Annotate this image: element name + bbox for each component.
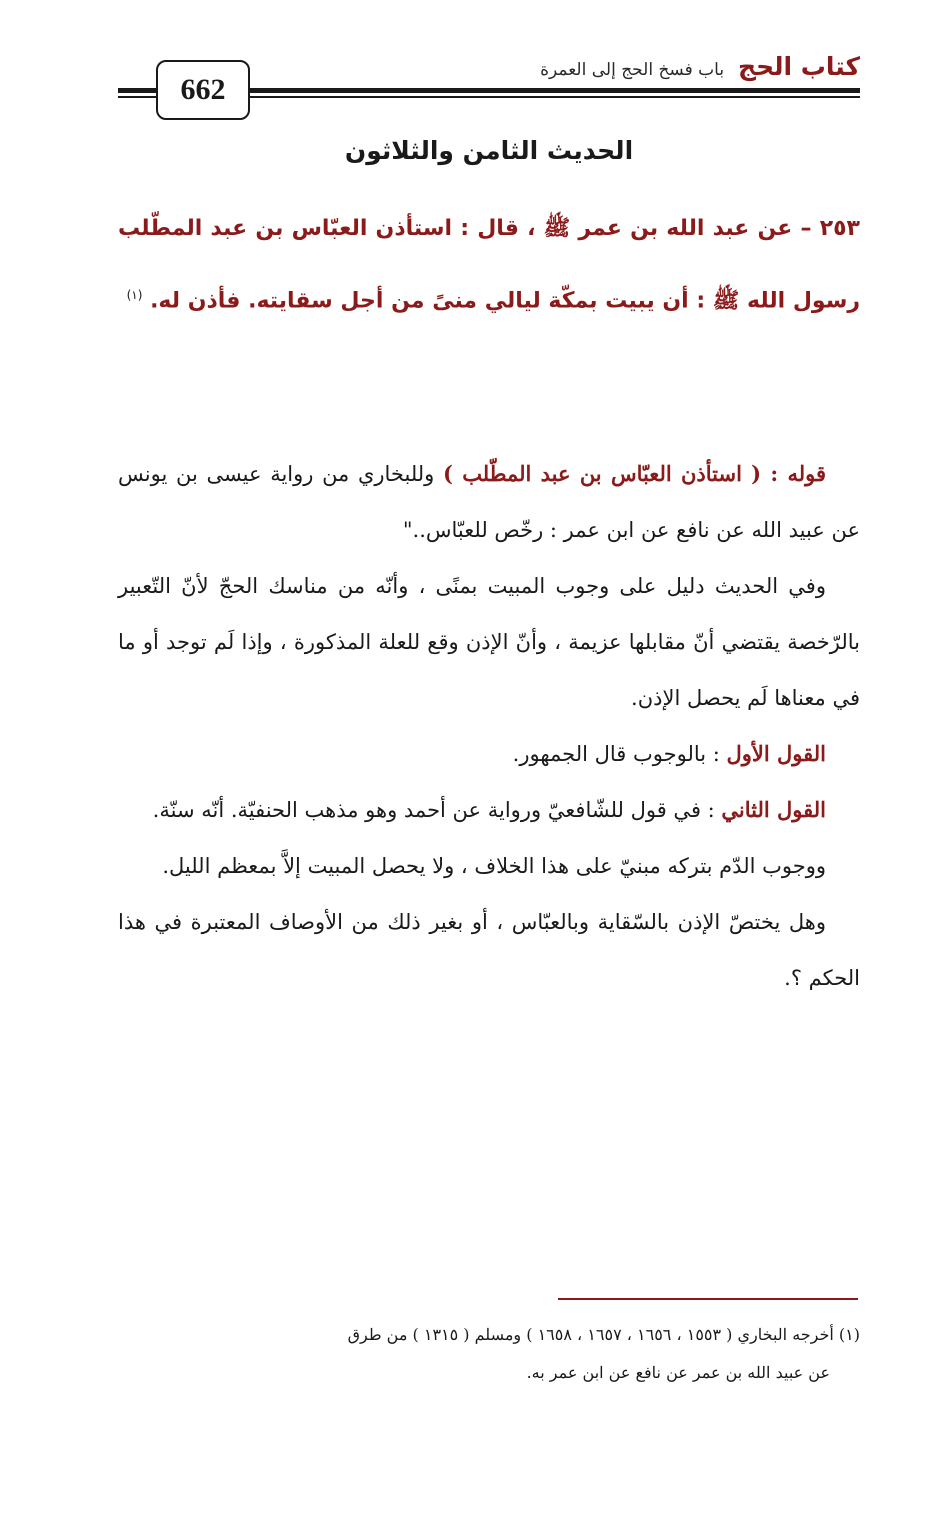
paragraph-text: : بالوجوب قال الجمهور. (512, 742, 727, 766)
footnote-line-2: عن عبيد الله بن عمر عن نافع عن ابن عمر به. (526, 1363, 830, 1382)
chapter-title: باب فسخ الحج إلى العمرة (540, 60, 725, 80)
running-head (540, 52, 860, 81)
commentary-paragraph-5: ووجوب الدّم بتركه مبنيّ على هذا الخلاف ، ولا يحصل المبيت إلاَّ بمعظم الليل. (162, 854, 826, 878)
hadith-heading: الحديث الثامن والثلاثون (344, 136, 634, 165)
commentary-paragraph-2: وفي الحديث دليل على وجوب المبيت بمنًى ، وأنّه من مناسك الحجّ لأنّ التّعبير بالرّخصة يقتضي أنّ مقابلها عزيمة ، وأنّ الإذن وقع للعلة المذكورة ، وإذا لَم توجد أو ما في معناها لَم يحصل الإذن. (118, 574, 860, 710)
footnote-line-1: (١) أخرجه البخاري ( ١٥٥٣ ، ١٦٥٦ ، ١٦٥٧ ، ١٦٥٨ ) ومسلم ( ١٣١٥ ) من طرق (347, 1325, 860, 1344)
opinion-label-second: القول الثاني (721, 797, 826, 822)
page-header (118, 50, 860, 120)
commentary-paragraph-1 (118, 446, 860, 558)
hadith-text-block (118, 196, 860, 334)
opinion-label-first: القول الأول (726, 741, 826, 766)
commentary-paragraph-4 (118, 782, 860, 838)
paragraph-text: : في قول للشّافعيّ ورواية عن أحمد وهو مذهب الحنفيّة. أنّه سنّة. (152, 798, 722, 822)
quoted-phrase: قوله : ( استأذن العبّاس بن عبد المطّلب ) (442, 461, 826, 486)
commentary (118, 446, 860, 1006)
book-title: كتاب الحج (738, 52, 860, 81)
hadith-text: ٢٥٣ – عن عبد الله بن عمر ﷺ ، قال : استأذن العبّاس بن عبد المطّلب رسول الله ﷺ : أن يبيت بمكّة ليالي منىً من أجل سقايته. فأذن له. (118, 216, 860, 314)
paragraph-text: وللبخاري من رواية عيسى بن يونس عن عبيد الله عن نافع عن ابن عمر : رخّص للعبّاس.." (118, 462, 860, 542)
commentary-paragraph-3 (118, 726, 860, 782)
footnote-reference[interactable]: (١) (126, 288, 143, 302)
commentary-paragraph-6: وهل يختصّ الإذن بالسّقاية وبالعبّاس ، أو بغير ذلك من الأوصاف المعتبرة في هذا الحكم ؟. (118, 910, 860, 990)
footnote (118, 1316, 860, 1392)
page-number: 662 (156, 60, 250, 120)
footnote-divider (558, 1298, 858, 1300)
